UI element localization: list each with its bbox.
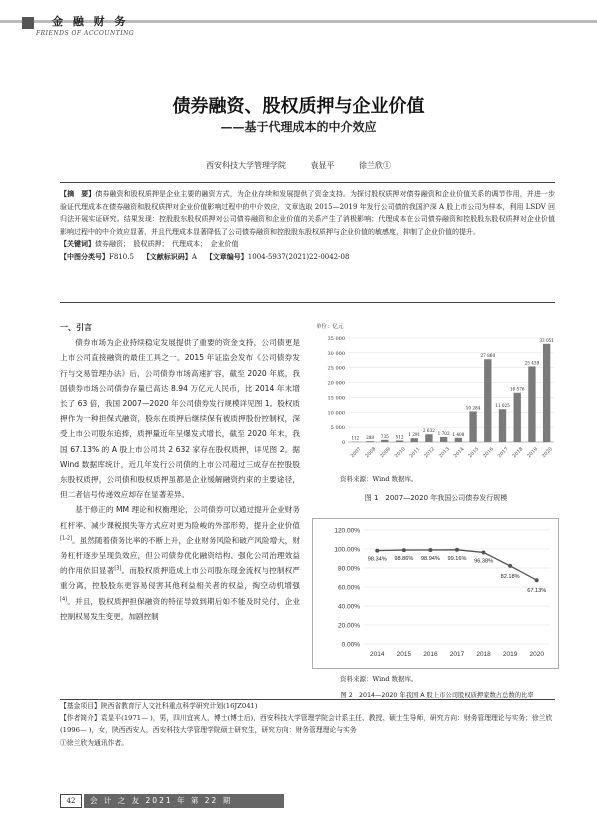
fig1-bar-value-label: 1 291 (408, 432, 421, 438)
paragraph-2: 基于修正的 MM 理论和权衡理论，公司债券可以通过提升企业财务杠杆率、减少课税损失等方式应对更为险峻的外部形势，提升企业价值[1-2]。虽然随着债务比率的不断上升，企业财务风险和破产风险增大，财务杠杆逐步呈现负效应，但公司债券优化融资结构、强化公司治理效益的作用依旧显著[3]。而股权质押造成上市公司股东现金流权与控制权严重分离，控股股东更容易侵害其他利益相关者的权益，掏空动机增强[4]。并且，股权质押担保融资的特征导致到期后如不能及时兑付，企业控制权易发生变更，加剧控制 (60, 505, 301, 621)
fig1-bar (425, 434, 432, 442)
fig1-x-tick-label: 2019 (526, 446, 540, 460)
fig2-point-value-label: 96.38% (474, 558, 494, 565)
fig1-bar-value-label: 11 025 (495, 403, 510, 409)
body-column (60, 320, 300, 624)
fig1-bar (381, 440, 388, 442)
fund-note: 【基金项目】陕西省教育厅人文社科重点科学研究计划(16JZ041) (60, 702, 258, 710)
fig1-bar-value-label: 512 (395, 434, 404, 440)
fig2-point (535, 578, 539, 582)
figure-1-bar-chart (312, 318, 560, 470)
fig1-y-tick-label: 20 000 (327, 380, 345, 387)
fig1-y-tick-label: 0 (341, 440, 345, 446)
fig2-y-tick-label: 120.00% (334, 527, 360, 535)
figure-1-caption: 图 1 2007—2020 年我国公司债券发行规模 (364, 494, 508, 502)
fig2-x-tick-label: 2018 (476, 651, 491, 658)
fig1-bar (440, 437, 447, 442)
fig2-x-tick-label: 2019 (502, 651, 518, 658)
fig2-point-value-label: 98.34% (367, 556, 387, 563)
fig1-bar (366, 441, 373, 442)
fig1-bar (396, 440, 403, 442)
fig2-y-tick-label: 100.00% (334, 546, 360, 554)
fig2-y-tick-label: 80.00% (337, 565, 360, 573)
fig1-y-tick-label: 10 000 (327, 410, 345, 417)
author-note: 【作者简介】袁显平(1971— )，男，四川宜宾人，博士(博士后)，西安科技大学管理学院会计系主任、教授、硕士生导师，研究方向：财务管理理论与实务；徐兰欣(1996— )，女，陕西西安人，西安科技大学管理学院硕士研究生，研究方向：财务管理理论与实务 (60, 714, 553, 735)
fig1-unit-label: 单位：亿元 (316, 324, 344, 330)
classification-line: 【中图分类号】F810.5 【文献标识码】A 【文章编号】1004-5937(2021)22-0042-08 (60, 252, 350, 261)
paragraph-1: 债券市场为企业持续稳定发展提供了重要的资金支持，公司债更是上市公司直接融资的最佳工具之一。2015 年证监会发布《公司债券发行与交易管理办法》后，公司债券市场高速扩容，截至 2020 年底，我国债券市场公司债券存量已高达 8.94 万亿元人民币，比 2014 年末增长了 63 倍，我国 2007—2020 年公司债券发行规模详见图 1。股权质押作为一种担保式融资，股东在质押后继续保有被质押股份控制权，深受上市公司股东追捧，质押量近年呈爆发式增长，截至 2020 年末，我国 67.13% 的 A 股上市公司共 2 632 家存在股权质押，详见图 2。据 Wind 数据库统计，近几年发行公司债的上市公司超过三成存在控股股东股权质押，公司债和股权质押虽都是企业缓解融资约束的主要途径，但二者信号传递效应却存在显著差异。 (60, 338, 300, 500)
fig1-bar (455, 438, 462, 442)
fig2-point-value-label: 67.13% (527, 588, 547, 595)
author-line (0, 160, 597, 171)
fig2-point-value-label: 98.86% (394, 556, 414, 563)
fig2-x-tick-label: 2014 (370, 651, 385, 658)
fig1-y-tick-label: 25 000 (327, 365, 345, 372)
fig2-point (508, 564, 512, 568)
author-1: 袁显平 (310, 161, 335, 170)
fig1-bar-value-label: 288 (366, 435, 375, 441)
figure-1-source: 资料来源：Wind 数据库。 (340, 475, 418, 483)
fig1-bar-value-label: 1 408 (452, 431, 465, 437)
abstract-block (60, 188, 555, 263)
abstract-text: 【摘 要】债券融资和股权质押是企业主要的融资方式，为企业存续和发展提供了资金支持。为探讨股权质押对债券融资和企业价值关系的调节作用，并进一步验证代理成本在债券融资和股权质押对企业价值影响过程中的中介效应，文章选取 2015—2019 年发行公司债的我国沪深 A 股上市公司为样本，利用 LSDV 回归法开展实证研究。结果发现：控股股东股权质押对公司债券融资和企业价值的关系产生了消极影响；代理成本在公司债券融资和控股股东股权质押对企业价值影响过程中的中介效应显著，并且代理成本显著降低了公司债券融资和控股股东股权质押与企业价值的敏感度，抑制了企业价值的提升。 (60, 190, 556, 236)
fig1-x-tick-label: 2009 (379, 446, 392, 460)
fig1-x-tick-label: 2011 (409, 446, 422, 460)
fig2-x-tick-label: 2017 (449, 651, 465, 658)
fig1-bar (543, 344, 550, 442)
fig1-bar-value-label: 27 860 (480, 353, 496, 359)
correspondence-note: ①徐兰欣为通讯作者。 (60, 738, 128, 747)
fig1-bar-value-label: 10 284 (465, 405, 481, 411)
figure-2-line-chart (312, 518, 560, 670)
fig1-y-tick-label: 5 000 (330, 425, 345, 432)
fig2-point (455, 548, 459, 552)
fig2-point-value-label: 98.94% (420, 556, 440, 563)
fig1-x-tick-label: 2013 (438, 446, 451, 460)
fig1-bar (411, 438, 418, 442)
fig1-bar-value-label: 112 (351, 435, 360, 441)
fig1-x-tick-label: 2012 (423, 446, 437, 460)
section-heading: 一、引言 (60, 323, 92, 332)
fig1-bar (499, 409, 506, 442)
fig1-bar-value-label: 25 439 (524, 360, 540, 366)
fig1-group (316, 322, 554, 459)
fig1-bar-value-label: 2 632 (422, 428, 435, 434)
page-number: 42 (60, 794, 82, 808)
fig2-y-tick-label: 0.00% (341, 641, 360, 649)
keywords-line: 【关键词】债券融资； 股权质押； 代理成本； 企业价值 (60, 240, 239, 248)
fig2-point (482, 550, 486, 554)
fig2-x-tick-label: 2015 (396, 651, 412, 658)
fig1-bar (484, 359, 491, 442)
footnotes (60, 700, 560, 749)
fig2-point-value-label: 99.16% (447, 555, 467, 562)
fig1-y-tick-label: 30 000 (327, 350, 345, 357)
abstract-bottom-rule (60, 302, 555, 303)
fig1-x-tick-label: 2017 (497, 446, 510, 460)
fig1-bar-value-label: 16 576 (509, 386, 525, 392)
fig1-bar-value-label: 1 702 (437, 430, 450, 436)
fig1-x-tick-label: 2016 (482, 446, 495, 460)
fig1-x-tick-label: 2008 (365, 446, 378, 460)
fig1-bar (469, 411, 476, 442)
fig1-x-tick-label: 2018 (512, 446, 525, 460)
fig1-y-tick-label: 35 000 (327, 336, 345, 342)
abstract-top-rule (60, 182, 555, 183)
fig2-y-tick-label: 20.00% (337, 622, 360, 630)
fig2-x-tick-label: 2020 (529, 651, 544, 658)
figure-2-source: 资料来源：Wind 数据库。 (340, 675, 418, 683)
article-subtitle: ——基于代理成本的中介效应 (220, 120, 377, 134)
fig2-y-tick-label: 60.00% (337, 584, 360, 592)
fig2-point (375, 549, 379, 553)
fig2-group (334, 528, 550, 659)
header-logo-blocks (22, 14, 36, 33)
fig1-y-tick-label: 15 000 (327, 395, 345, 402)
author-2: 徐兰欣① (359, 161, 392, 170)
affiliation: 西安科技大学管理学院 (205, 161, 286, 170)
issue-banner: 会 计 之 友 2021 年 第 22 期 (84, 794, 284, 808)
figure-2-caption: 图 2 2014—2020 年我国 A 股上市公司股权质押家数占总数的比率 (340, 692, 534, 699)
fig1-x-tick-label: 2020 (541, 446, 554, 460)
journal-section-title: 金 融 财 务 (52, 15, 129, 28)
fig1-bar-value-label: 33 051 (539, 337, 554, 343)
fig2-y-tick-label: 40.00% (337, 603, 360, 611)
fig2-point (402, 548, 406, 552)
fig1-x-tick-label: 2014 (453, 446, 466, 460)
journal-section-subtitle: FRIENDS OF ACCOUNTING (36, 30, 135, 37)
fig1-x-tick-label: 2010 (394, 446, 407, 460)
fig1-bar (514, 393, 521, 442)
fig2-x-tick-label: 2016 (423, 651, 438, 658)
article-title: 债券融资、股权质押与企业价值 (172, 96, 425, 117)
fig2-point (428, 548, 432, 552)
fig1-x-tick-label: 2015 (468, 446, 481, 460)
fig1-bar (528, 366, 535, 442)
fig1-bar-value-label: 735 (380, 433, 389, 439)
fig2-point-value-label: 82.18% (500, 573, 520, 580)
fig1-x-tick-label: 2007 (350, 446, 363, 460)
